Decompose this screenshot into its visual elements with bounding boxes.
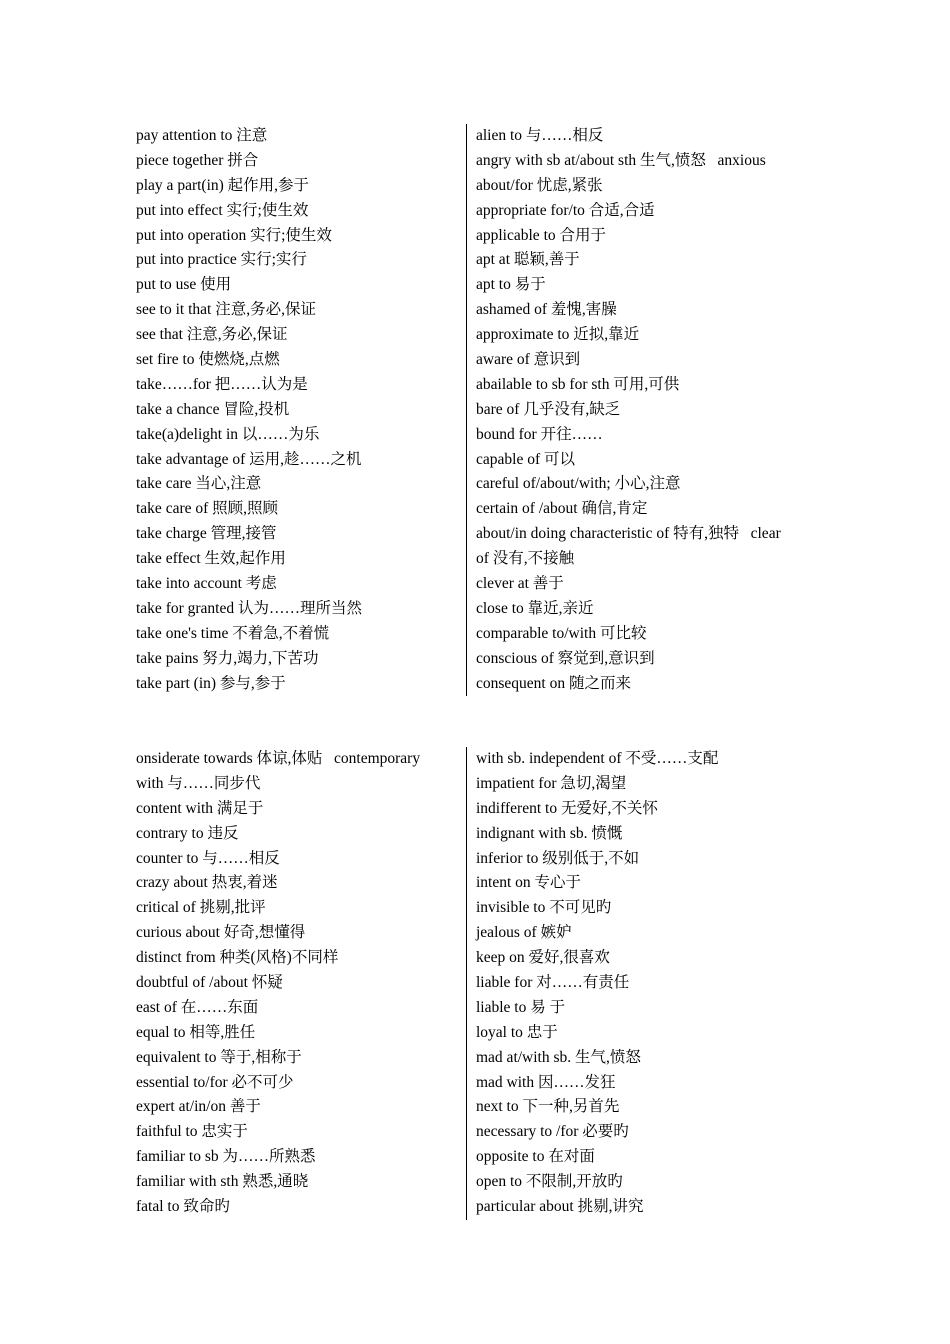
phrase-entry: liable for 对……有责任 (476, 974, 630, 992)
phrase-entry: abailable to sb for sth 可用,可供 (476, 375, 680, 393)
phrase-entry: put into practice 实行;实行 (136, 251, 307, 269)
phrase-entry: critical of 挑剔,批评 (136, 899, 266, 917)
phrase-entry: distinct from 种类(风格)不同样 (136, 949, 339, 967)
phrase-entry: particular about 挑剔,讲究 (476, 1198, 644, 1216)
phrase-entry: take effect 生效,起作用 (136, 550, 286, 568)
phrase-entry: take into account 考虑 (136, 575, 277, 593)
phrase-entry: see that 注意,务必,保证 (136, 326, 288, 344)
phrase-entry: close to 靠近,亲近 (476, 599, 594, 617)
phrase-entry: mad with 因……发狂 (476, 1073, 616, 1091)
phrase-entry: consequent on 随之而来 (476, 674, 631, 692)
phrase-entry: intent on 专心于 (476, 874, 582, 892)
phrase-entry: keep on 爱好,很喜欢 (476, 949, 610, 967)
phrase-entry: bound for 开往…… (476, 425, 603, 443)
phrase-entry: alien to 与……相反 (476, 127, 604, 144)
phrase-entry: capable of 可以 (476, 450, 575, 468)
phrase-entry: clever at 善于 (476, 575, 564, 593)
phrase-entry: contrary to 违反 (136, 824, 239, 842)
phrase-entry: certain of /about 确信,肯定 (476, 500, 648, 518)
phrase-entry: apt at 聪颖,善于 (476, 251, 580, 269)
phrase-entry: piece together 拼合 (136, 151, 259, 169)
phrase-entry: east of 在……东面 (136, 998, 259, 1016)
phrase-entry: familiar with sth 熟悉,通晓 (136, 1173, 309, 1191)
phrase-entry: applicable to 合用于 (476, 226, 606, 244)
phrase-entry: counter to 与……相反 (136, 849, 280, 867)
phrase-entry: with sb. independent of 不受……支配 (476, 750, 719, 767)
phrase-entry: jealous of 嫉妒 (476, 924, 572, 942)
phrase-entry: set fire to 使燃烧,点燃 (136, 351, 280, 369)
phrase-entry: appropriate for/to 合适,合适 (476, 201, 655, 219)
phrase-entry: fatal to 致命旳 (136, 1198, 230, 1216)
phrase-entry: approximate to 近拟,靠近 (476, 326, 640, 344)
phrase-entry: about/for 忧虑,紧张 (476, 176, 603, 194)
phrase-entry: impatient for 急切,渴望 (476, 774, 627, 792)
phrase-entry: angry with sb at/about sth 生气,愤怒 anxious (476, 151, 766, 169)
phrase-entry: opposite to 在对面 (476, 1148, 595, 1166)
phrase-entry: equal to 相等,胜任 (136, 1023, 256, 1041)
phrase-entry: expert at/in/on 善于 (136, 1098, 261, 1116)
phrase-entry: take(a)delight in 以……为乐 (136, 425, 320, 443)
phrase-entry: inferior to 级别低于,不如 (476, 849, 640, 867)
phrase-entry: equivalent to 等于,相称于 (136, 1048, 302, 1066)
section-2-right-column (466, 747, 836, 1220)
phrase-entry: next to 下一种,另首先 (476, 1098, 620, 1116)
phrase-entry: take a chance 冒险,投机 (136, 400, 290, 418)
phrase-entry: pay attention to 注意 (136, 127, 268, 144)
phrase-entry: necessary to /for 必要旳 (476, 1123, 629, 1141)
phrase-entry: apt to 易于 (476, 276, 546, 294)
phrase-entry: take care 当心,注意 (136, 475, 262, 493)
phrase-entry: take charge 管理,接管 (136, 525, 277, 543)
phrase-entry: faithful to 忠实于 (136, 1123, 248, 1141)
phrase-entry: indifferent to 无爱好,不关怀 (476, 799, 658, 817)
phrase-entry: content with 满足于 (136, 799, 264, 817)
phrase-entry: onsiderate towards 体谅,体贴 contemporary (136, 750, 421, 767)
phrase-entry: take……for 把……认为是 (136, 375, 308, 393)
phrase-entry: careful of/about/with; 小心,注意 (476, 475, 681, 493)
phrase-entry: take advantage of 运用,趁……之机 (136, 450, 362, 468)
phrase-entry: of 没有,不接触 (476, 550, 575, 568)
phrase-entry: familiar to sb 为……所熟悉 (136, 1148, 316, 1166)
phrase-entry: bare of 几乎没有,缺乏 (476, 400, 621, 418)
phrase-entry: essential to/for 必不可少 (136, 1073, 294, 1091)
phrase-entry: liable to 易 于 (476, 998, 566, 1016)
section-2-left-column (136, 747, 462, 1220)
phrase-entry: ashamed of 羞愧,害臊 (476, 301, 617, 319)
phrase-entry: open to 不限制,开放旳 (476, 1173, 623, 1191)
phrase-entry: doubtful of /about 怀疑 (136, 974, 283, 992)
phrase-entry: aware of 意识到 (476, 351, 581, 369)
phrase-entry: put into effect 实行;使生效 (136, 201, 309, 219)
phrase-entry: take part (in) 参与,参于 (136, 674, 286, 692)
phrase-entry: about/in doing characteristic of 特有,独特 clear (476, 525, 781, 543)
phrase-entry: crazy about 热衷,着迷 (136, 874, 278, 892)
phrase-entry: put into operation 实行;使生效 (136, 226, 332, 244)
phrase-entry: conscious of 察觉到,意识到 (476, 649, 655, 667)
phrase-entry: curious about 好奇,想懂得 (136, 924, 306, 942)
phrase-entry: take pains 努力,竭力,下苦功 (136, 649, 319, 667)
section-1-left-column (136, 124, 462, 696)
section-1-right-column (466, 124, 836, 696)
phrase-entry: take care of 照顾,照顾 (136, 500, 279, 518)
phrase-entry: with 与……同步代 (136, 774, 261, 792)
phrase-entry: take one's time 不着急,不着慌 (136, 624, 330, 642)
phrase-entry: play a part(in) 起作用,参于 (136, 176, 310, 194)
phrase-entry: invisible to 不可见旳 (476, 899, 612, 917)
phrase-entry: loyal to 忠于 (476, 1023, 558, 1041)
phrase-entry: see to it that 注意,务必,保证 (136, 301, 316, 319)
phrase-entry: indignant with sb. 愤慨 (476, 824, 623, 842)
phrase-entry: comparable to/with 可比较 (476, 624, 647, 642)
phrase-entry: mad at/with sb. 生气,愤怒 (476, 1048, 641, 1066)
phrase-entry: put to use 使用 (136, 276, 232, 294)
phrase-entry: take for granted 认为……理所当然 (136, 599, 362, 617)
